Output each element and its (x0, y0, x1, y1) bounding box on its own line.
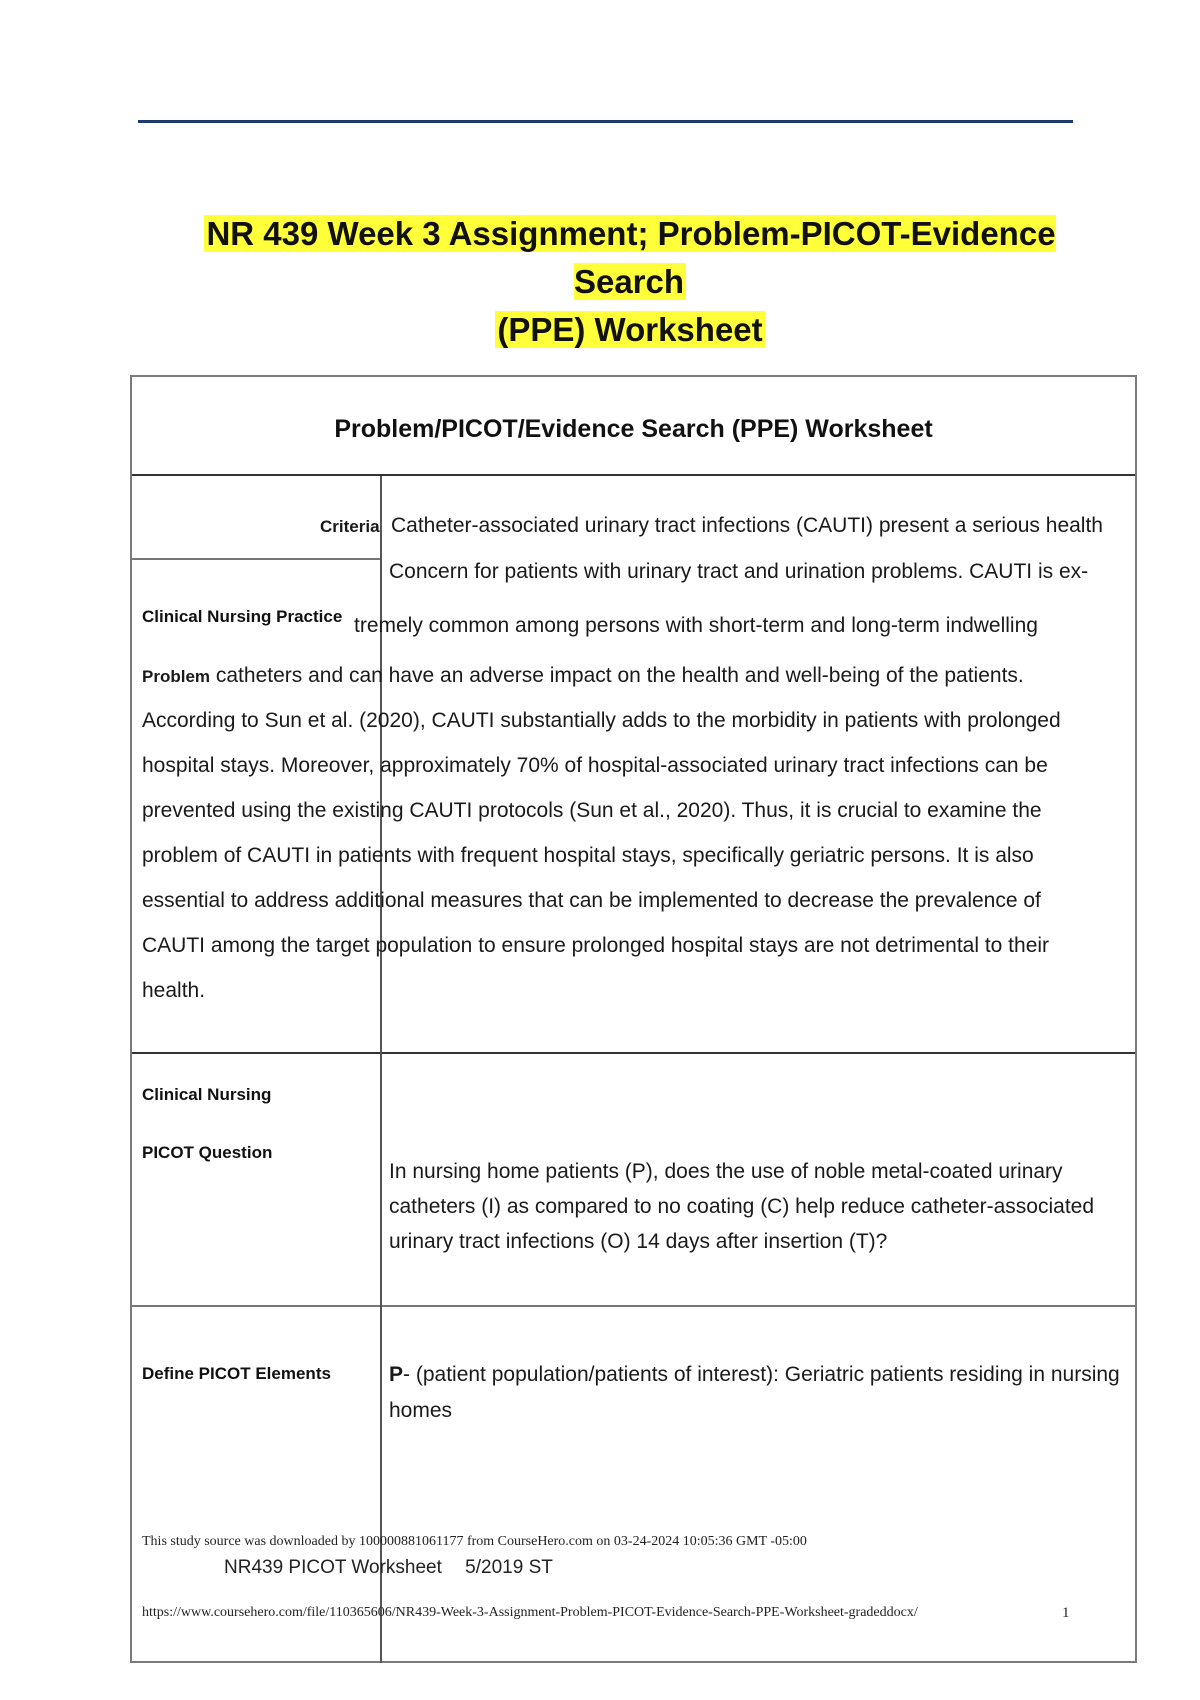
problem-line: Catheter-associated urinary tract infections (CAUTI) present a serious health (391, 514, 1103, 537)
column-divider (380, 476, 382, 1663)
problem-line: According to Sun et al. (2020), CAUTI substantially adds to the morbidity in patients with prolonged (142, 709, 1061, 732)
problem-line (142, 664, 1024, 688)
problem-line: problem of CAUTI in patients with frequent hospital stays, specifically geriatric persons. It is also (142, 844, 1034, 867)
picot-question-text: In nursing home patients (P), does the use of noble metal-coated urinary catheters (I) as compared to no coating (C) help reduce catheter-associated urinary tract infections (O) 14 days after insertion (T)? (389, 1160, 1095, 1253)
header-rule (138, 120, 1073, 123)
problem-line: essential to address additional measures that can be implemented to decrease the prevalence of (142, 889, 1041, 912)
document-title (150, 210, 1110, 354)
picot-label-line-2: PICOT Question (142, 1143, 273, 1162)
download-notice: This study source was downloaded by 100000881061177 from CourseHero.com on 03-24-2024 10:05:36 GMT -05:00 (142, 1534, 807, 1549)
problem-line: Concern for patients with urinary tract and urination problems. CAUTI is ex- (389, 560, 1089, 583)
source-url: https://www.coursehero.com/file/110365606/NR439-Week-3-Assignment-Problem-PICOT-Evidence-Search-PPE-Worksheet-gradeddocx/ (142, 1605, 918, 1620)
problem-line: health. (142, 979, 206, 1002)
row-divider-problem (132, 1052, 1135, 1054)
document-footer (224, 1557, 553, 1579)
problem-line-text: catheters and can have an adverse impact on the health and well-being of the patients. (215, 664, 1024, 687)
problem-line: tremely common among persons with short-term and long-term indwelling (354, 614, 1038, 637)
picot-label: Clinical Nursing (142, 1085, 272, 1104)
picot-elements-label: Define PICOT Elements (142, 1364, 331, 1383)
row-divider-heading (132, 474, 1135, 476)
problem-line: CAUTI among the target population to ensure prolonged hospital stays are not detrimental to their (142, 934, 1050, 957)
problem-label-word: Problem (142, 667, 211, 686)
title-line-2: (PPE) Worksheet (497, 311, 763, 348)
footer-doc-name: NR439 PICOT Worksheet (224, 1557, 442, 1578)
element-p-text: - (patient population/patients of interest): Geriatric patients residing in nursing homes (389, 1363, 1120, 1422)
criteria-label: Criteria (320, 517, 380, 536)
row-divider-picot (132, 1305, 1135, 1307)
ppe-worksheet-table (130, 375, 1137, 1663)
row-divider-criteria (132, 558, 382, 560)
title-line-1: NR 439 Week 3 Assignment; Problem-PICOT-Evidence Search (206, 215, 1056, 300)
problem-line: prevented using the existing CAUTI protocols (Sun et al., 2020). Thus, it is crucial to examine the (142, 799, 1042, 822)
picot-element-p (389, 1357, 1124, 1429)
worksheet-heading: Problem/PICOT/Evidence Search (PPE) Worksheet (334, 415, 933, 443)
footer-doc-version: 5/2019 ST (465, 1557, 553, 1578)
page-number: 1 (1062, 1605, 1070, 1621)
element-p-key: P (389, 1363, 404, 1386)
problem-line: hospital stays. Moreover, approximately 70% of hospital-associated urinary tract infections can be (142, 754, 1048, 777)
problem-label: Clinical Nursing Practice (142, 607, 343, 626)
